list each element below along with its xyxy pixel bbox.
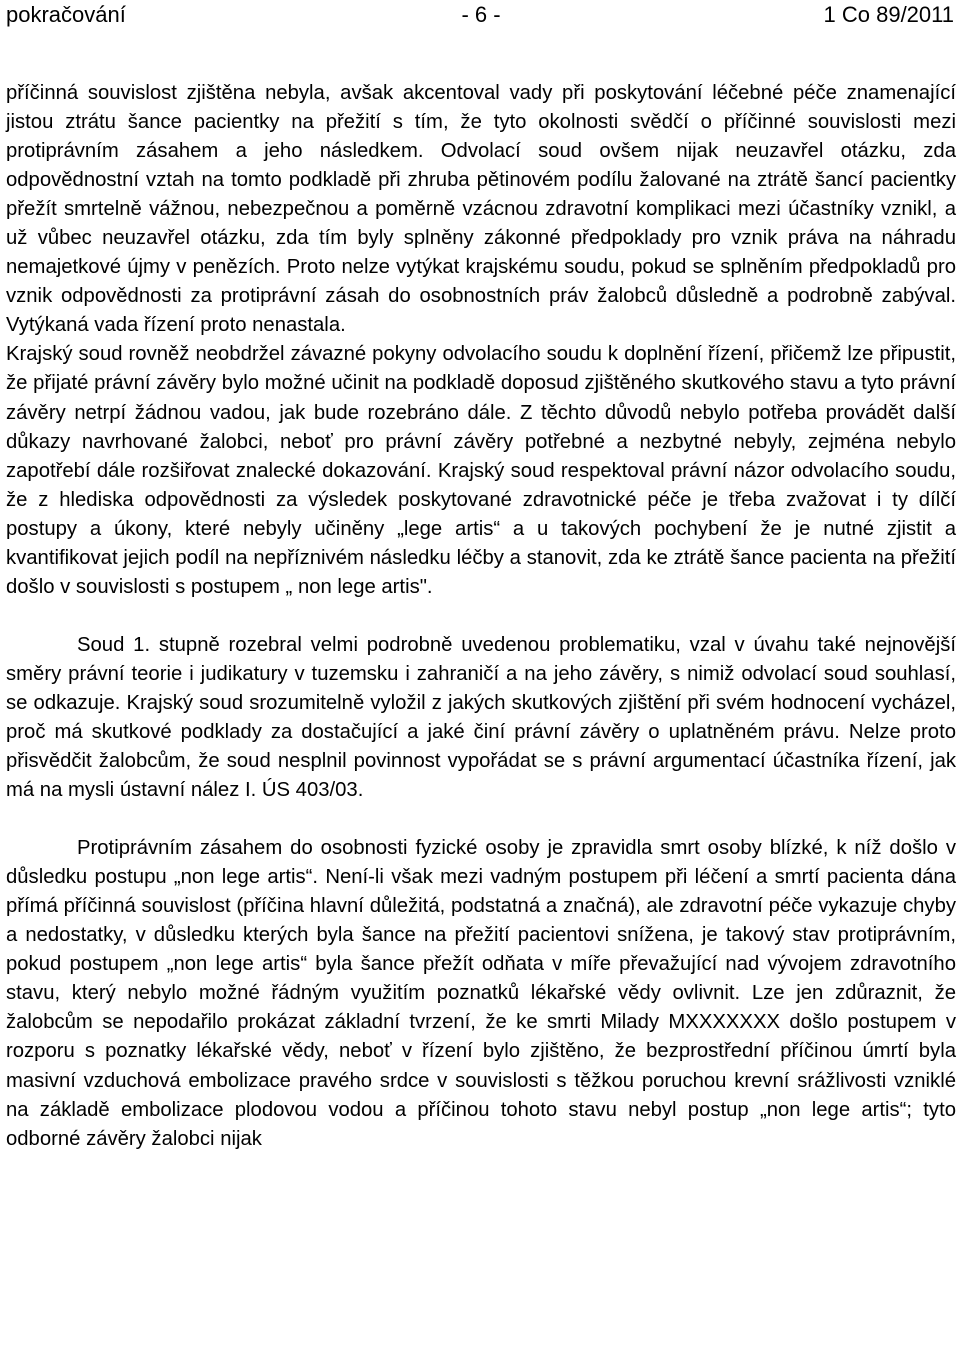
- page-header: [6, 0, 956, 34]
- paragraph: Krajský soud rovněž neobdržel závazné pokyny odvolacího soudu k doplnění řízení, přičemž lze připustit, že přijaté právní závěry bylo možné učinit na podkladě doposud zjištěného skutkového stavu a tyto právní závěry netrpí žádnou vadou, jak bude rozebráno dále. Z těchto důvodů nebylo potřeba provádět další důkazy navrhované žalobci, neboť pro právní závěry potřebné a nezbytné nebyly, zejména nebylo zapotřebí dále rozšiřovat znalecké dokazování. Krajský soud respektoval právní názor odvolacího soudu, že z hlediska odpovědnosti za výsledek poskytované zdravotnické péče je třeba zvažovat i ty dílčí postupy a úkony, které nebyly učiněny „lege artis“ a u takových pochybení že je nutné zjistit a kvantifikovat jejich podíl na nepříznivém následku léčby a stanovit, zda ke ztrátě šance pacienta na přežití došlo v souvislosti s postupem „ non lege artis".: [6, 343, 956, 598]
- document-body: [6, 79, 956, 1154]
- paragraph: Soud 1. stupně rozebral velmi podrobně uvedenou problematiku, vzal v úvahu také nejnovější směry právní teorie i judikatury v tuzemsku i zahraničí a na jeho závěry, s nimiž odvolací soud souhlasí, se odkazuje. Krajský soud srozumitelně vyložil z jakých skutkových zjištění při svém hodnocení vycházel, proč má skutkové podklady za dostačující a jaké činí právní závěry o uplatněném právu. Nelze proto přisvědčit žalobcům, že soud nesplnil povinnost vypořádat se s právní argumentací účastníka řízení, jak má na mysli ústavní nález I. ÚS 403/03.: [6, 633, 956, 802]
- paragraph-spacer: [6, 805, 956, 834]
- header-case-number: 1 Co 89/2011: [823, 2, 954, 27]
- header-continuation: pokračování: [6, 2, 126, 27]
- header-page-number: - 6 -: [461, 2, 501, 27]
- paragraph: Protiprávním zásahem do osobnosti fyzické osoby je zpravidla smrt osoby blízké, k níž došlo v důsledku postupu „non lege artis“. Není-li však mezi vadným postupem při léčení a smrtí pacienta dána přímá příčinná souvislost (příčina hlavní důležitá, podstatná a značná), ale zdravotní péče vykazuje chyby a nedostatky, v důsledku kterých byla šance na přežití pacientovi snížena, je takový stav protiprávním, pokud postupem „non lege artis“ byla šance přežít odňata v míře převažující nad vývojem zdravotního stavu, který nebylo možné řádným využitím poznatků lékařské vědy ovlivnit. Lze jen zdůraznit, že žalobcům se nepodařilo prokázat základní tvrzení, že ke smrti Milady MXXXXXXX došlo postupem v rozporu s poznatky lékařské vědy, neboť v řízení bylo zjištěno, že bezprostřední příčinou úmrtí byla masivní vzduchová embolizace pravého srdce v souvislosti s těžkou poruchou krevní srážlivosti vzniklé na základě embolizace plodovou vodou a příčinou tohoto stavu nebyl postup „non lege artis“; tyto odborné závěry žalobci nijak: [6, 837, 956, 1150]
- paragraph: příčinná souvislost zjištěna nebyla, avšak akcentoval vady při poskytování léčebné péče znamenající jistou ztrátu šance pacientky na přežití s tím, že tyto okolnosti svědčí o příčinné souvislosti mezi protiprávním zásahem a jeho následkem. Odvolací soud ovšem nijak neuzavřel otázku, zda odpovědnostní vztah na tomto podkladě při zhruba pětinovém podílu žalované na ztrátě šancí pacientky přežít smrtelně vážnou, nebezpečnou a poměrně vzácnou zdravotní komplikaci mezi účastníky vznikl, a už vůbec neuzavřel otázku, zda tím byly splněny zákonné předpoklady pro vznik práva na náhradu nemajetkové újmy v penězích. Proto nelze vytýkat krajskému soudu, pokud se splněním předpokladů pro vznik odpovědnosti za protiprávní zásah do osobnostních práv žalobců důsledně a podrobně zabýval. Vytýkaná vada řízení proto nenastala.: [6, 82, 956, 337]
- paragraph-spacer: [6, 602, 956, 631]
- document-page: [6, 0, 956, 1150]
